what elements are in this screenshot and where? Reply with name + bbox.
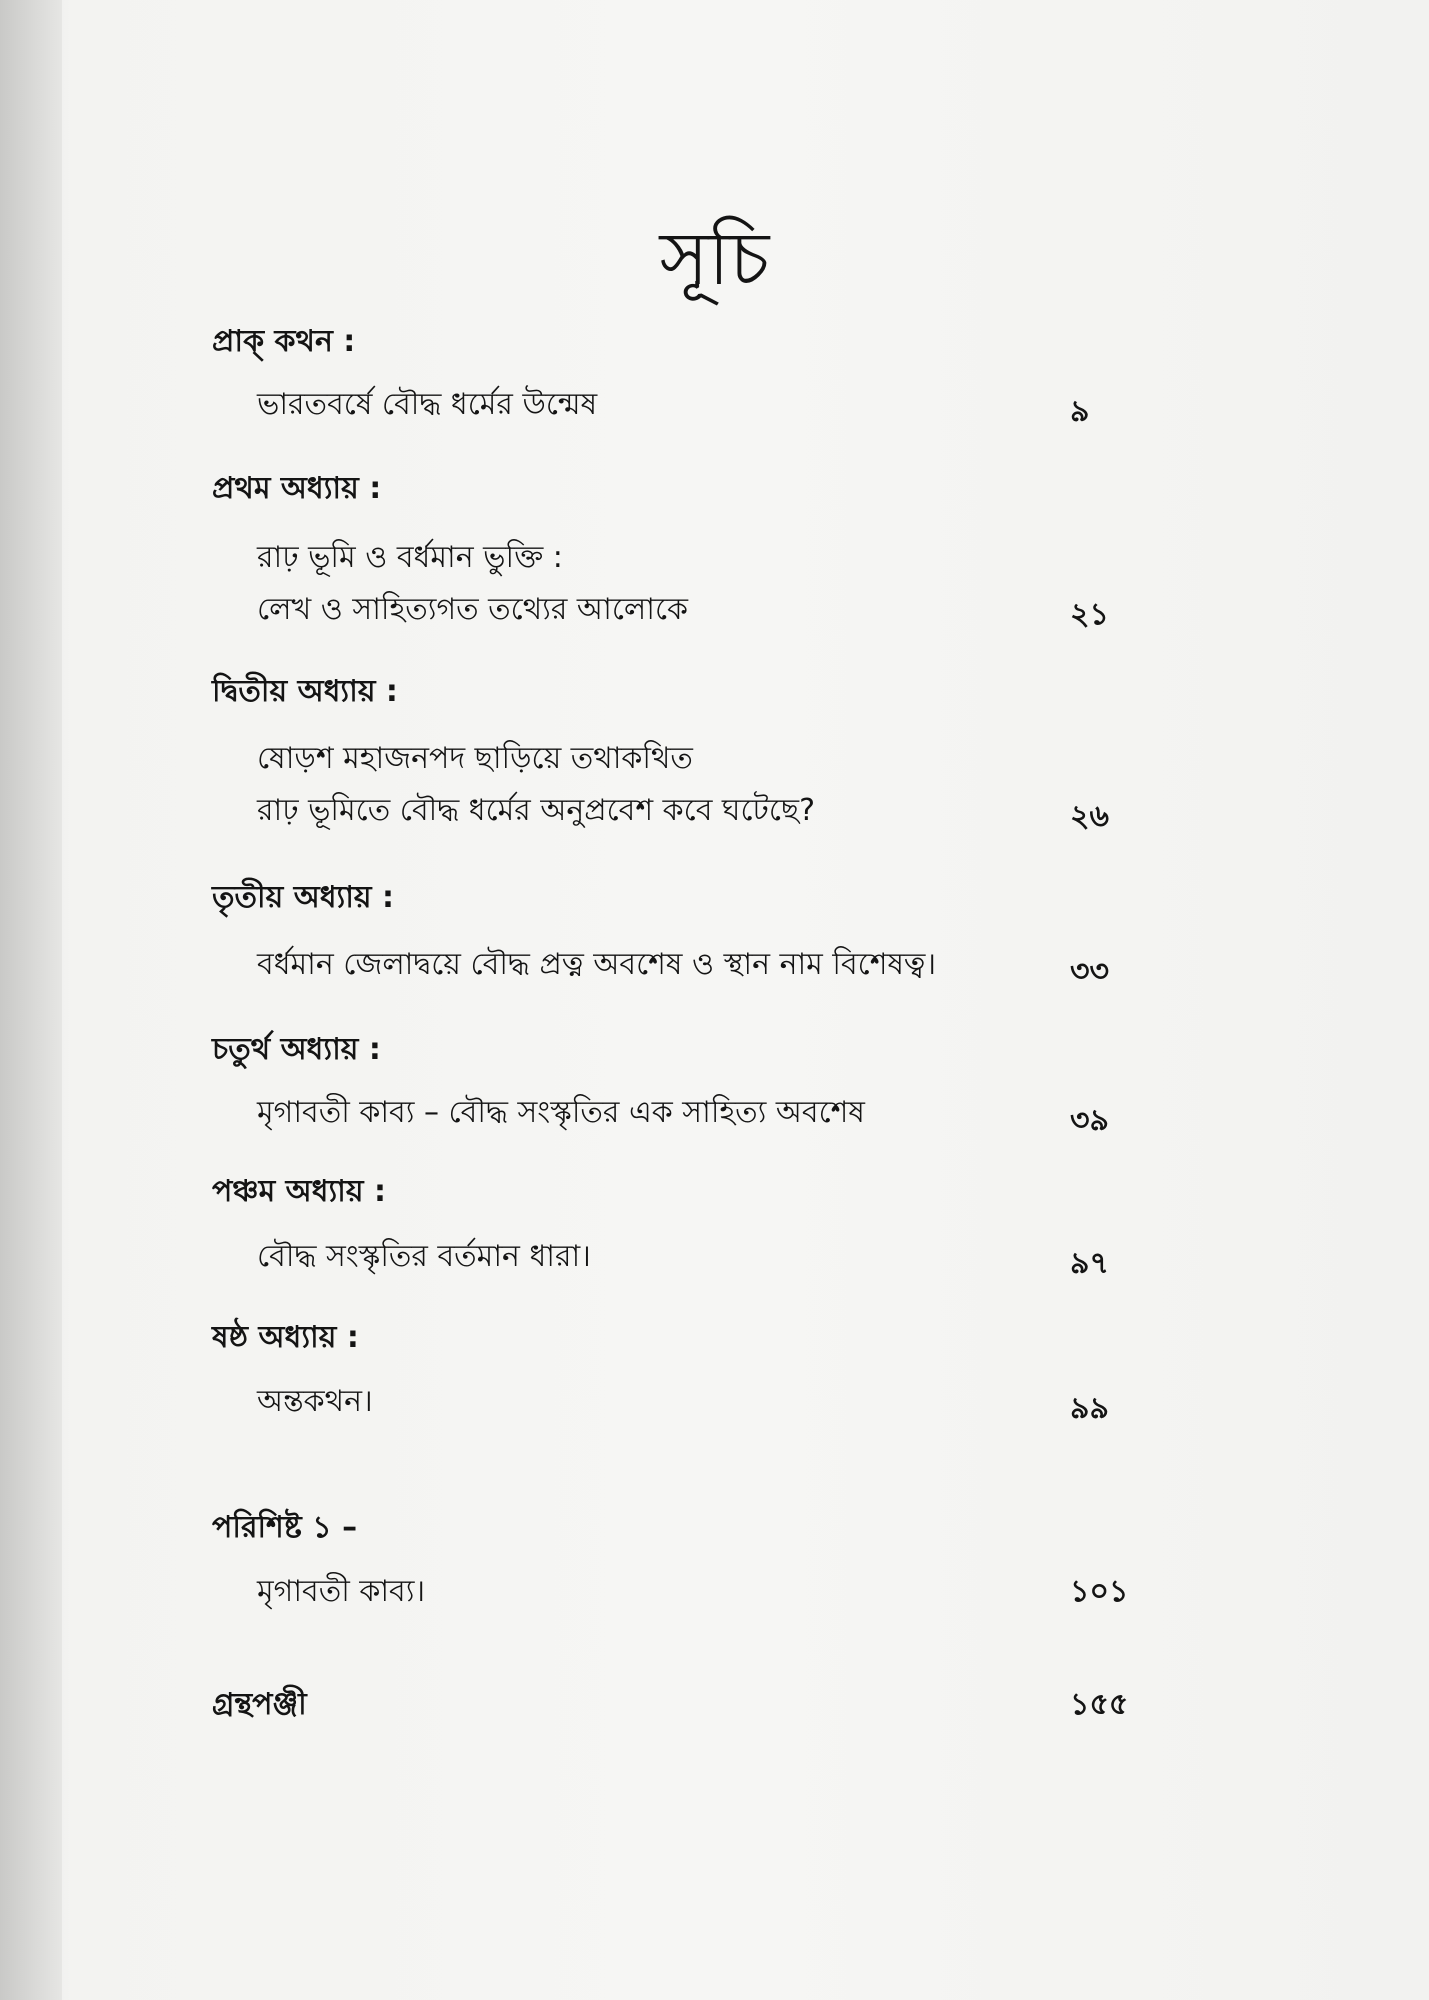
toc-entry-line: মৃগাবতী কাব্য। — [257, 1574, 426, 1609]
toc-heading-chapter-4: চতুর্থ অধ্যায় : — [212, 1032, 381, 1067]
toc-page-number: ৩৯ — [1070, 1103, 1109, 1138]
toc-entry-line: বৌদ্ধ সংস্কৃতির বর্তমান ধারা। — [257, 1239, 591, 1274]
toc-entry — [257, 945, 936, 985]
toc-heading-chapter-5: পঞ্চম অধ্যায় : — [212, 1174, 386, 1209]
toc-entry-line: মৃগাবতী কাব্য – বৌদ্ধ সংস্কৃতির এক সাহিত্য অবশেষ — [257, 1095, 865, 1130]
toc-entry — [257, 385, 597, 425]
toc-entry-line: লেখ ও সাহিত্যগত তথ্যের আলোকে — [257, 592, 689, 627]
toc-page-number: ২১ — [1070, 597, 1109, 632]
toc-heading-chapter-2: দ্বিতীয় অধ্যায় : — [212, 674, 398, 709]
toc-entry — [257, 1093, 865, 1133]
toc-entry-line: অন্তকথন। — [257, 1384, 373, 1419]
toc-page-number: ৯৭ — [1070, 1246, 1109, 1281]
toc-heading-chapter-6: ষষ্ঠ অধ্যায় : — [212, 1320, 359, 1355]
toc-entry — [257, 1572, 425, 1612]
toc-page-number: ১০১ — [1070, 1574, 1129, 1609]
toc-heading-prak-kathan: প্রাক্‌ কথন : — [212, 324, 356, 359]
toc-heading-bibliography: গ্রন্থপঞ্জী — [212, 1687, 307, 1722]
toc-entry — [257, 538, 688, 630]
toc-entry-line: ভারতবর্ষে বৌদ্ধ ধর্মের উন্মেষ — [257, 387, 598, 422]
toc-page-number: ২৬ — [1070, 799, 1110, 834]
toc-entry-line: ষোড়শ মহাজনপদ ছাড়িয়ে তথাকথিত — [257, 741, 693, 776]
toc-entry — [257, 1382, 373, 1422]
toc-heading-appendix-1: পরিশিষ্ট ১ – — [212, 1510, 358, 1545]
toc-entry-line: রাঢ় ভূমি ও বর্ধমান ভুক্তি : — [257, 540, 563, 575]
toc-entry — [257, 1237, 591, 1277]
page-title: সূচি — [659, 216, 770, 302]
toc-page-number: ৯ — [1070, 394, 1090, 429]
toc-entry-line: বর্ধমান জেলাদ্বয়ে বৌদ্ধ প্রত্ন অবশেষ ও স্থান নাম বিশেষত্ব। — [257, 947, 937, 982]
toc-heading-chapter-1: প্রথম অধ্যায় : — [212, 471, 382, 506]
toc-heading-chapter-3: তৃতীয় অধ্যায় : — [212, 880, 395, 915]
toc-entry — [257, 739, 815, 831]
toc-page-number: ১৫৫ — [1070, 1687, 1129, 1722]
toc-entry-line: রাঢ় ভূমিতে বৌদ্ধ ধর্মের অনুপ্রবেশ কবে ঘটেছে? — [257, 793, 816, 828]
toc-page-number: ৯৯ — [1070, 1391, 1109, 1426]
toc-page-number: ৩৩ — [1070, 954, 1110, 989]
